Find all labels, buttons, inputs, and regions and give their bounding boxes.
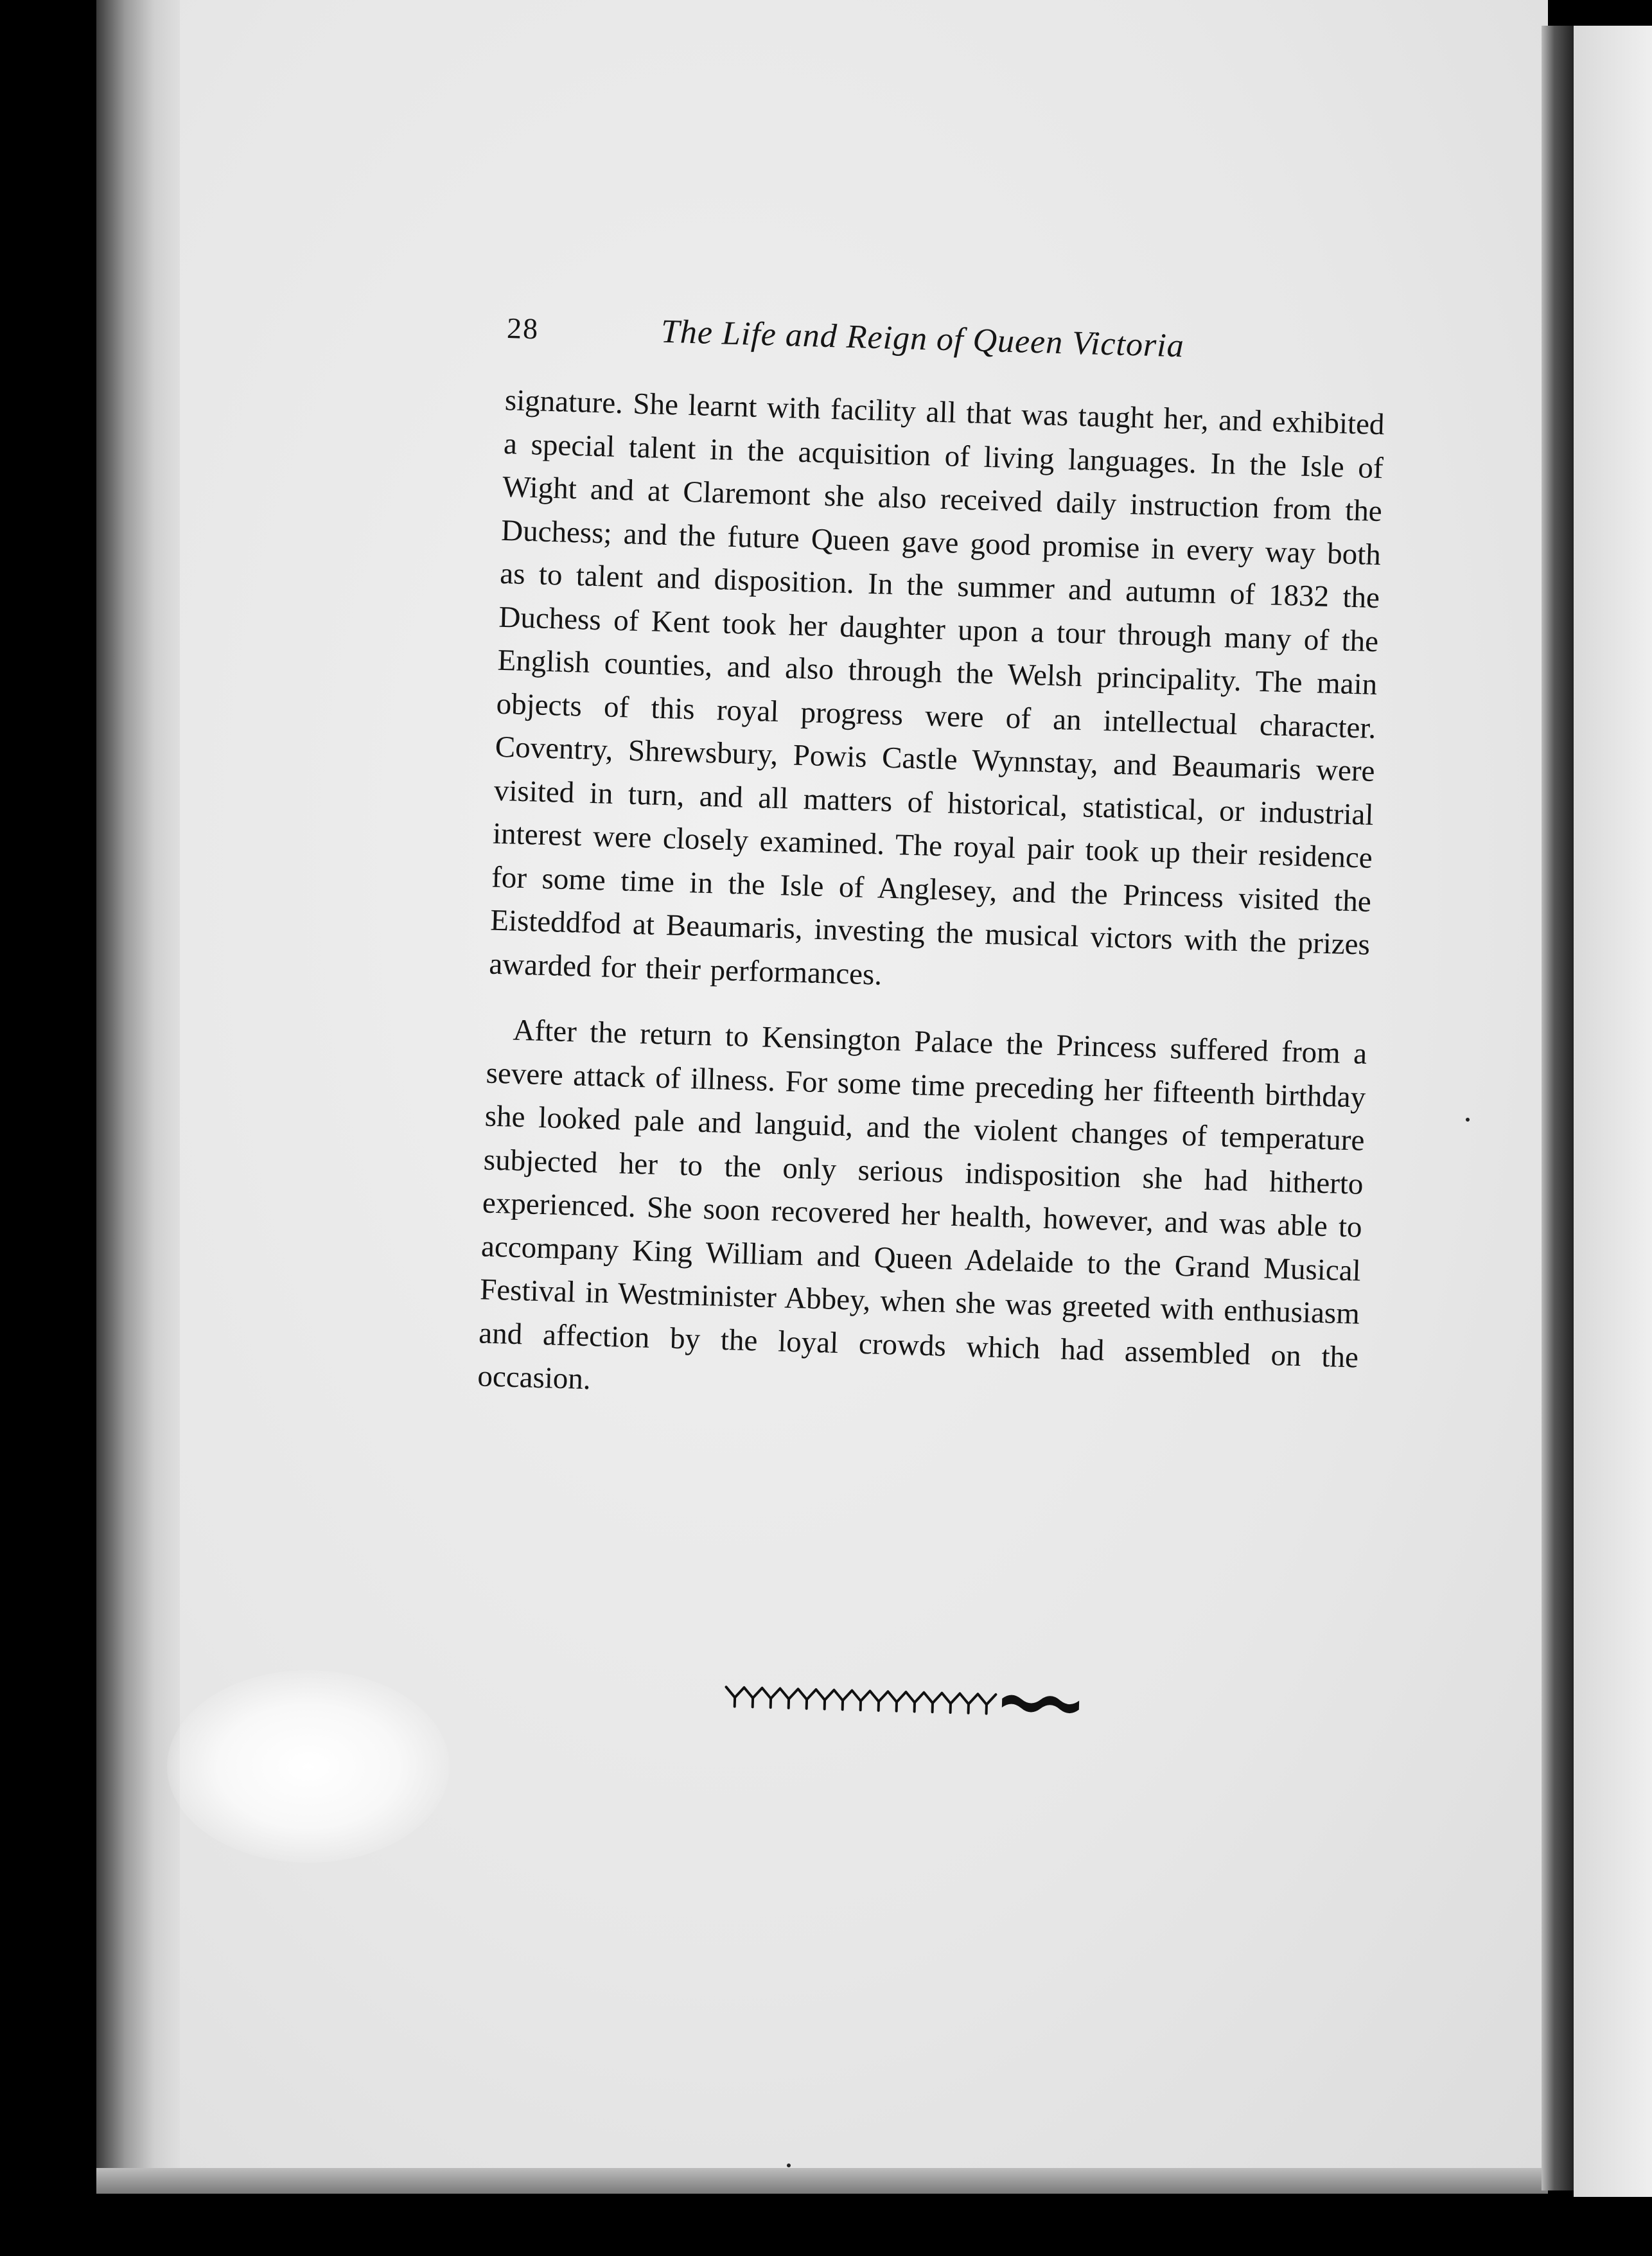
page-speck: [787, 2163, 791, 2167]
book-gutter: [1542, 26, 1574, 2190]
running-title: The Life and Reign of Queen Victoria: [660, 313, 1185, 365]
page-stain: [167, 1670, 450, 1863]
page-number: 28: [506, 311, 540, 346]
book-left-edge: [96, 0, 193, 2184]
page-speck: [1466, 1118, 1470, 1122]
facing-page-edge: [1574, 26, 1652, 2197]
book-bottom-edge: [96, 2168, 1548, 2194]
page-text: [477, 308, 1387, 1423]
paragraph-2: After the return to Kensington Palace the Princess suffered from a severe attack of illness. For some time preceding her fifteenth birthday she looked pale and languid, and the violent changes of temperature subjected her to the only serious indisposition she had hitherto experienced. She soon recovered her health, however, and was able to accompany King William and Queen Adelaide to the Grand Musical Festival in Westminister Abbey, when she was greeted with enthusiasm and affection by the loyal crowds which had assembled on the occasion.: [477, 1013, 1367, 1397]
paragraph-1: signature. She learnt with facility all that was taught her, and exhibited a special talent in the acquisition of living languages. In the Isle of Wight and at Claremont she also received daily instruction from the Duchess; and the future Queen gave good promise in every way both as to talent and disposition. In the summer and autumn of 1832 the Duchess of Kent took her daughter upon a tour through many of the English counties, and also through the Welsh principality. The main objects of this royal progress were of an intellectual character. Coventry, Shrewsbury, Powis Castle Wynnstay, and Beaumaris were visited in turn, and all matters of historical, statistical, or industrial interest were closely examined. The royal pair took up their residence for some time in the Isle of Anglesey, and the Princess visited the Eisteddfod at Beaumaris, investing the musical victors with the prizes awarded for their performances.: [488, 383, 1385, 992]
